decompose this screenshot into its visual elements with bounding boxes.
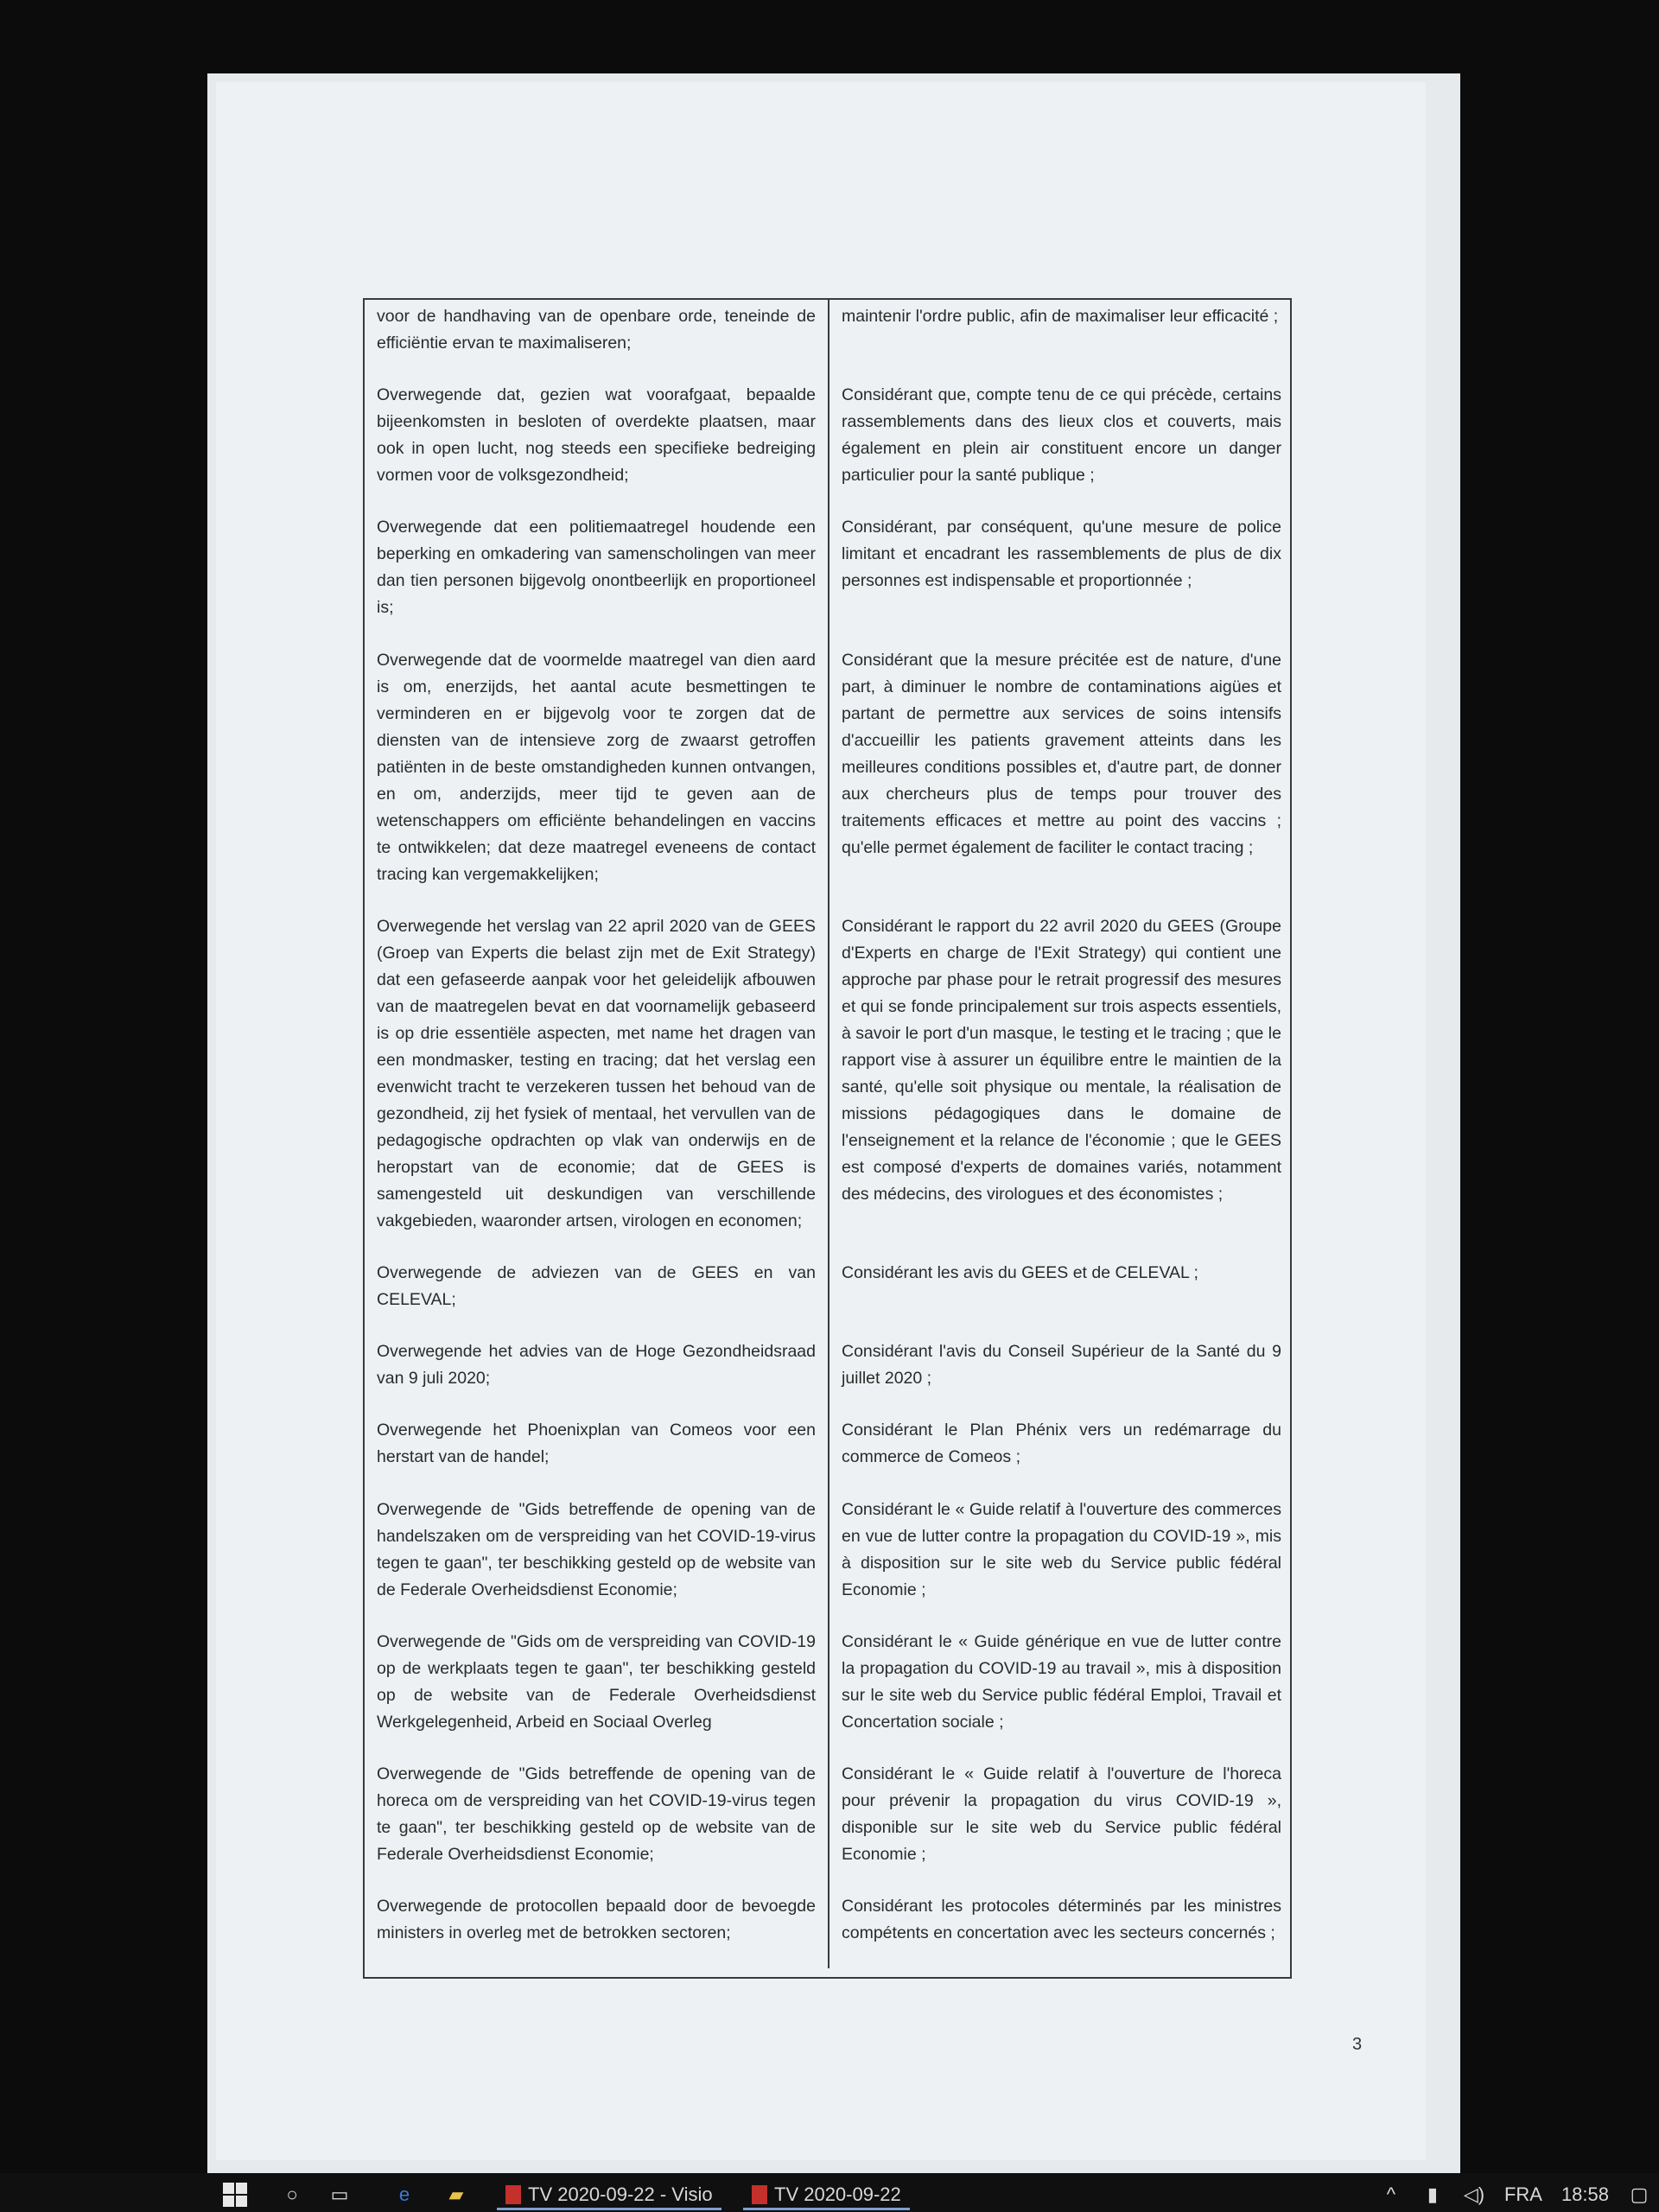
pdf-app-icon [752,2185,767,2204]
table-cell-nl: Overwegende de "Gids betreffende de opening van de handelszaken om de verspreiding van het COVID-19-virus tegen te gaan", ter beschikking gesteld op de website van de Federale Overheidsdienst Economie; [365,1493,830,1625]
table-cell-fr: Considérant le « Guide relatif à l'ouverture des commerces en vue de lutter contre la propagation du COVID-19 », mis à disposition sur le site web du Service public fédéral Economie ; [842,1499,1281,1599]
edge-icon: e [398,2183,410,2205]
bilingual-table [363,298,1292,1979]
table-cell-nl: Overwegende de protocollen bepaald door de bevoegde ministers in overleg met de betrokken sectoren; [365,1890,830,1968]
start-button[interactable] [223,2182,247,2208]
windows-logo-icon [223,2183,247,2207]
table-cell-nl: Overwegende dat de voormelde maatregel van dien aard is om, enerzijds, het aantal acute besmettingen te verminderen en er bijgevolg voor te zorgen dat de diensten van de intensieve zorg de zwaarst getroffen patiënten in de beste omstandigheden kunnen ontvangen, en om, anderzijds, meer tijd te geven aan de wetenschappers om efficiënte behandelingen en vaccins te ontwikkelen; dat deze maatregel eveneens de contact tracing kan vergemakkelijken; [365,644,830,910]
folder-icon: ▰ [448,2183,464,2205]
task-label: TV 2020-09-22 [774,2183,901,2205]
page-number: 3 [1352,2035,1363,2054]
table-cell-nl: Overwegende dat een politiemaatregel houdende een beperking en omkadering van samenscholingen van meer dan tien personen bijgevolg onontbeerlijk en proportioneel is; [365,511,830,643]
table-cell-nl: Overwegende de "Gids betreffende de opening van de horeca om de verspreiding van het COVID-19-virus tegen te gaan", ter beschikking gesteld op de website van de Federale Overheidsdienst Economie; [365,1758,830,1890]
edge-button[interactable] [393,2182,416,2208]
table-cell-nl: Overwegende het verslag van 22 april 2020 van de GEES (Groep van Experts die belast zijn met de Exit Strategy) dat een gefaseerde aanpak voor het geleidelijk afbouwen van de maatregelen bevat en dat voornamelijk gebaseerd is op drie essentiële aspecten, met name het dragen van een mondmasker, testing en tracing; dat het verslag een evenwicht tracht te verzekeren tussen het behoud van de gezondheid, zij het fysiek of mentaal, het vervullen van de pedagogische opdrachten op vlak van onderwijs en de heropstart van de economie; dat de GEES is samengesteld uit deskundigen van verschillende vakgebieden, waaronder artsen, virologen en economen; [365,910,830,1256]
table-cell-nl: Overwegende het advies van de Hoge Gezondheidsraad van 9 juli 2020; [365,1335,830,1414]
table-cell-fr: Considérant l'avis du Conseil Supérieur de la Santé du 9 juillet 2020 ; [842,1342,1281,1389]
table-cell-fr: Considérant que, compte tenu de ce qui précède, certains rassemblements dans des lieux clos et couverts, mais également en plein air constituent encore un danger particulier pour la santé publique ; [842,385,1281,486]
table-cell-fr: Considérant le « Guide générique en vue de lutter contre la propagation du COVID-19 au travail », mis à disposition sur le site web du Service public fédéral Emploi, Travail et Concertation sociale ; [842,1631,1281,1732]
table-cell-nl: Overwegende de adviezen van de GEES en van CELEVAL; [365,1256,830,1335]
table-cell-fr: Considérant, par conséquent, qu'une mesure de police limitant et encadrant les rassemblements de plus de dix personnes est indispensable et proportionnée ; [842,518,1281,591]
task-view-button[interactable] [328,2182,351,2208]
table-cell-fr: maintenir l'ordre public, afin de maximaliser leur efficacité ; [842,307,1279,326]
task-view-icon: ▭ [330,2183,349,2205]
taskbar [0,2173,1659,2212]
task-pdf[interactable] [743,2182,910,2210]
table-cell-nl: Overwegende de "Gids om de verspreiding van COVID-19 op de werkplaats tegen te gaan", ter beschikking gesteld op de website van de Federale Overheidsdienst Werkgelegenheid, Arbeid en Sociaal Overleg [365,1625,830,1758]
file-explorer-button[interactable] [445,2182,467,2208]
table-cell-nl: Overwegende dat, gezien wat voorafgaat, bepaalde bijeenkomsten in besloten of overdekte plaatsen, maar ook in open lucht, nog steeds een specifieke bedreiging vormen voor de volksgezondheid; [365,378,830,511]
system-tray [1380,2182,1650,2208]
table-cell-fr: Considérant le « Guide relatif à l'ouverture de l'horeca pour prévenir la propagation du virus COVID-19 », disponible sur le site web du Service public fédéral Economie ; [842,1764,1281,1864]
pdf-app-icon [505,2185,521,2204]
search-icon: ○ [286,2183,298,2205]
table-cell-nl: voor de handhaving van de openbare orde, teneinde de efficiëntie ervan te maximaliseren; [365,300,830,378]
search-button[interactable] [281,2182,303,2208]
notification-icon[interactable]: ▢ [1630,2183,1649,2205]
table-cell-nl: Overwegende het Phoenixplan van Comeos voor een herstart van de handel; [365,1414,830,1492]
task-visio[interactable] [497,2182,721,2210]
table-cell-fr: Considérant que la mesure précitée est de nature, d'une part, à diminuer le nombre de contaminations aigües et partant de permettre aux services de soins intensifs d'accueillir les patients gravement atteints dans les meilleures conditions possibles et, d'autre part, de donner aux chercheurs plus de temps pour trouver des traitements efficaces et mettre au point des vaccins ; qu'elle permet également de faciliter le contact tracing ; [842,650,1281,857]
clock[interactable]: 18:58 [1560,2183,1609,2205]
table-cell-fr: Considérant le Plan Phénix vers un redémarrage du commerce de Comeos ; [842,1421,1281,1467]
document-page [216,82,1426,2160]
task-label: TV 2020-09-22 - Visio [528,2183,713,2205]
table-cell-fr: Considérant les avis du GEES et de CELEVAL ; [842,1262,1198,1282]
chevron-up-icon[interactable]: ^ [1386,2183,1396,2205]
table-cell-fr: Considérant le rapport du 22 avril 2020 du GEES (Groupe d'Experts en charge de l'Exit Strategy) qui contient une approche par phase pour le retrait progressif des mesures et qui se fonde principalement sur trois aspects essentiels, à savoir le port d'un masque, le testing et le tracing ; que le rapport vise à assurer un équilibre entre le maintien de la santé, qu'elle soit physique ou mentale, la réalisation de missions pédagogiques dans le domaine de l'enseignement et la relance de l'économie ; que le GEES est composé d'experts de domaines variés, notamment des médecins, des virologues et des économistes ; [842,916,1281,1204]
language-indicator[interactable]: FRA [1503,2183,1542,2205]
network-icon[interactable]: ▮ [1427,2183,1438,2205]
table-cell-fr: Considérant les protocoles déterminés par les ministres compétents en concertation avec les secteurs concernés ; [842,1897,1281,1943]
monitor-screen [207,73,1460,2182]
volume-icon[interactable]: ◁) [1463,2183,1485,2205]
